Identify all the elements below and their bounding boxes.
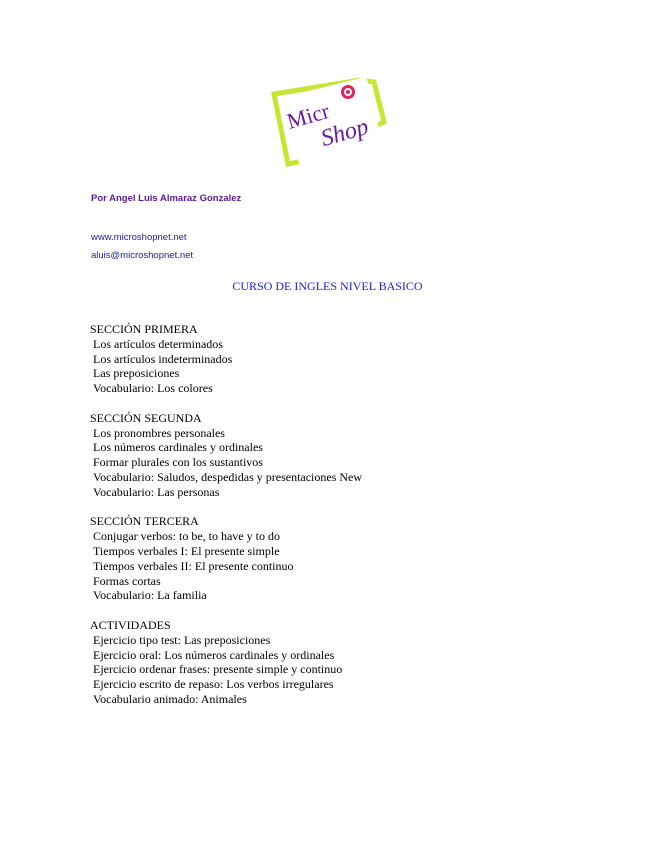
list-item[interactable]: Conjugar verbos: to be, to have y to do [93,529,280,544]
section-primera [90,322,362,396]
list-item[interactable]: Las preposiciones [93,366,180,381]
contact-links [91,232,193,268]
list-item[interactable]: Los artículos determinados [93,336,223,351]
list-item[interactable]: Formar plurales con los sustantivos [93,455,263,470]
logo-text-micro: Micr [284,98,333,134]
list-item[interactable]: Los números cardinales y ordinales [93,440,263,455]
list-item[interactable]: Vocabulario: Saludos, despedidas y presentaciones New [93,469,363,484]
course-title: CURSO DE INGLES NIVEL BASICO [232,279,423,293]
microshop-logo-graphic [268,78,390,168]
course-contents [90,322,362,722]
list-item[interactable]: Ejercicio escrito de repaso: Los verbos irregulares [93,677,334,692]
target-icon [341,85,355,99]
list-item[interactable]: Ejercicio oral: Los números cardinales y ordinales [93,647,335,662]
section-title: SECCIÓN PRIMERA [90,322,198,336]
list-item[interactable]: Vocabulario animado: Animales [93,691,247,706]
author-line: Por Angel Luis Almaraz Gonzalez [91,193,242,204]
website-link[interactable]: www.microshopnet.net [91,232,187,243]
list-item[interactable]: Vocabulario: Las personas [93,484,220,499]
section-tercera [90,514,362,603]
list-item[interactable]: Formas cortas [93,573,161,588]
list-item[interactable]: Ejercicio ordenar frases: presente simple y continuo [93,662,343,677]
list-item[interactable]: Vocabulario: Los colores [93,381,213,396]
list-item[interactable]: Ejercicio tipo test: Las preposiciones [93,632,271,647]
microshop-logo [268,78,390,168]
logo-text-shop: Shop [318,113,372,153]
list-item[interactable]: Tiempos verbales II: El presente continuo [93,558,294,573]
section-title: SECCIÓN SEGUNDA [90,410,202,425]
section-title: ACTIVIDADES [90,617,171,632]
list-item[interactable]: Vocabulario: La familia [93,588,207,603]
list-item[interactable]: Los pronombres personales [93,425,225,440]
section-segunda [90,411,362,500]
section-actividades [90,618,362,707]
section-title: SECCIÓN TERCERA [90,514,199,529]
list-item[interactable]: Tiempos verbales I: El presente simple [93,543,280,558]
email-link[interactable]: aluis@microshopnet.net [91,250,194,261]
list-item[interactable]: Los artículos indeterminados [93,351,233,366]
